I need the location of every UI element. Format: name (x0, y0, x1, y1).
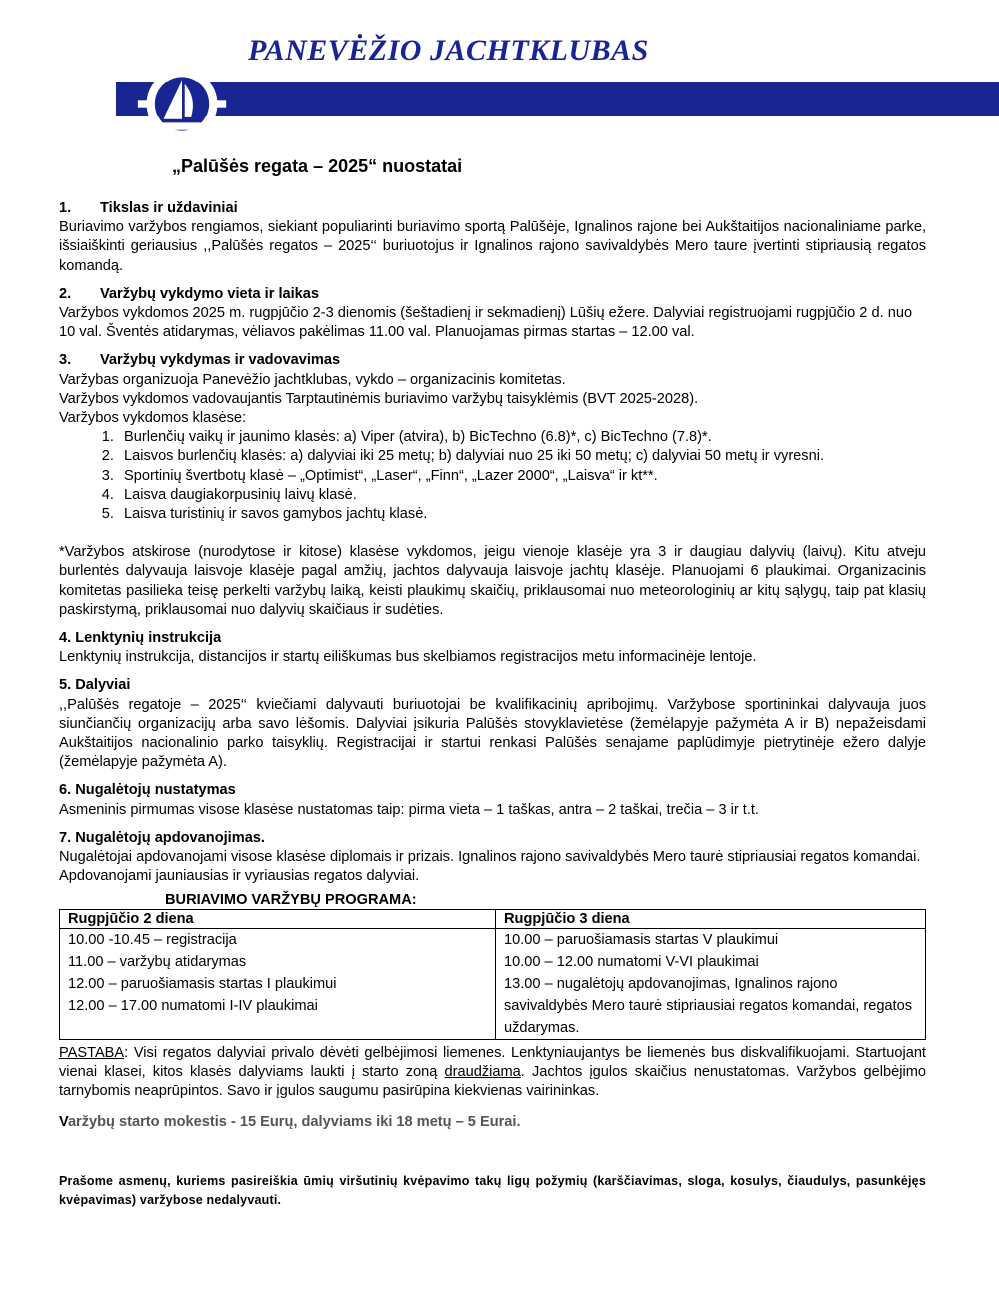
section-text: Varžybos vykdomos vadovaujantis Tarptautinėmis buriavimo varžybų taisyklėmis (BVT 2025-2028). (59, 390, 699, 407)
schedule-item: 13.00 – nugalėtojų apdovanojimas, Ignalinos rajono savivaldybės Mero taurė stipriausiai regatos komandai, regatos uždarymas. (504, 975, 913, 1036)
health-note: Prašome asmenų, kuriems pasireiškia ūmių viršutinių kvėpavimo takų ligų požymių (karščiavimas, sloga, kosulys, čiaudulys, pasunkėjęs kvėpavimas) varžybose nedalyvauti. (59, 1174, 926, 1208)
list-item: 4. Laisva daugiakorpusinių laivų klasė. (118, 486, 926, 505)
section-text: Nugalėtojai apdovanojami visose klasėse diplomais ir prizais. Ignalinos rajono savivaldybės Mero taurė stipriausiai regatos komandai. Apdovanojami jauniausias ir vyriausias regatos dalyviai. (59, 849, 921, 885)
document-title: „Palūšės regata – 2025“ nuostatai (172, 156, 463, 176)
section-3 (59, 351, 926, 620)
entry-fee: Varžybų starto mokestis - 15 Eurų, dalyviams iki 18 metų – 5 Eurai. (59, 1114, 521, 1131)
section-6 (59, 781, 926, 819)
section-text: Buriavimo varžybos rengiamos, siekiant populiarinti buriavimo sportą Palūšėje, Ignalinos rajone bei Aukštaitijos nacionaliniame parke, išsiaiškinti geriausius ,,Palūšės regatos – 2025‘‘ buriuotojus ir Ignalinos rajono savivaldybės Mero taure įvertinti stipriausią regatos komandą. (59, 219, 926, 274)
section-7 (59, 829, 926, 887)
remark: PASTABA: Visi regatos dalyviai privalo dėvėti gelbėjimosi liemenes. Lenktyniaujantys be liemenės bus diskvalifikuojami. Startuojant vienai klasei, kitos klasės dalyviams laukti į starto zoną draudžiama. Jachtos įgulos skaičius nenustatomas. Varžybos gelbėjimo tarnybomis neaprūpintos. Savo ir įgulos saugumu pasirūpina kiekvienas vairininkas. (59, 1044, 927, 1099)
day-1-schedule (60, 928, 496, 1039)
section-4 (59, 629, 926, 667)
schedule-item: 12.00 – paruošiamasis startas I plaukimui (68, 975, 337, 992)
forbidden-word: draudžiama (444, 1063, 521, 1080)
section-text: Varžybos vykdomos 2025 m. rugpjūčio 2-3 dienomis (šeštadienį ir sekmadienį) Lūšių ežere. Dalyviai registruojami rugpjūčio 2 d. nuo 10 val. Šventės atidarymas, vėliavos pakėlimas 11.00 val. Planuojamas pirmas startas – 12.00 val. (59, 305, 913, 341)
remark-label: PASTABA (59, 1044, 125, 1061)
section-heading: 7. Nugalėtojų apdovanojimas. (59, 829, 265, 846)
section-1 (59, 199, 926, 276)
section-text: Asmeninis pirmumas visose klasėse nustatomas taip: pirma vieta – 1 taškas, antra – 2 taškai, trečia – 3 ir t.t. (59, 801, 759, 818)
section-text: Varžybas organizuoja Panevėžio jachtklubas, vykdo – organizacinis komitetas. (59, 371, 566, 388)
section-heading: 4. Lenktynių instrukcija (59, 630, 222, 647)
schedule-item: 10.00 – 12.00 numatomi V-VI plaukimai (504, 953, 759, 970)
table-row (60, 928, 926, 1039)
section-heading: 1. Tikslas ir uždaviniai (59, 200, 238, 216)
list-item: 1. Burlenčių vaikų ir jaunimo klasės: a) Viper (atvira), b) BicTechno (6.8)*, c) BicTechno (7.8)*. (118, 428, 926, 447)
day-1-header: Rugpjūčio 2 diena (60, 909, 496, 928)
list-item: 3. Sportinių švertbotų klasė – „Optimist“, „Laser“, „Finn“, „Lazer 2000“, „Laisva“ ir kt**. (118, 467, 926, 486)
header-band (116, 82, 999, 116)
program-table (59, 909, 926, 1040)
section-text: Varžybos vykdomos klasėse: (59, 410, 247, 427)
class-footnote: *Varžybos atskirose (nurodytose ir kitose) klasėse vykdomos, jeigu vienoje klasėje yra 3 ir daugiau dalyvių (laivų). Kitu atveju burlentės dalyvauja laisvoje klasėje pagal amžių, jachtos dalyvauja laisvoje jachtų klasėje. Planuojami 6 plaukimai. Organizacinis komitetas pasilieka teisę perkelti varžybų laiką, keisti plaukimų skaičių, priklausomai nuo meteorologinių ar kitų sąlygų, taip pat klasių paskirstymą, priklausomai nuo dalyvių skaičiaus ir sudėties. (59, 544, 926, 618)
section-heading: 3. Varžybų vykdymas ir vadovavimas (59, 352, 341, 369)
list-item: 5. Laisva turistinių ir savos gamybos jachtų klasė. (118, 505, 926, 524)
schedule-item: 10.00 – paruošiamasis startas V plaukimui (504, 931, 779, 948)
section-heading: 2. Varžybų vykdymo vieta ir laikas (59, 285, 320, 302)
program-title: BURIAVIMO VARŽYBŲ PROGRAMA: (165, 891, 417, 908)
section-heading: 5. Dalyviai (59, 677, 131, 694)
day-2-header: Rugpjūčio 3 diena (496, 909, 926, 928)
section-heading: 6. Nugalėtojų nustatymas (59, 782, 236, 799)
document-body (59, 199, 926, 1210)
section-text: Lenktynių instrukcija, distancijos ir startų eiliškumas bus skelbiamos registracijos metu informacinėje lentoje. (59, 649, 757, 666)
class-list (59, 428, 926, 524)
club-name: PANEVĖŽIO JACHTKLUBAS (248, 34, 649, 67)
list-item: 2. Laisvos burlenčių klasės: a) dalyviai iki 25 metų; b) dalyviai nuo 25 iki 50 metų; c) dalyviai 50 metų ir vyresni. (118, 447, 926, 466)
day-2-schedule (496, 928, 926, 1039)
section-text: ,,Palūšės regatoje – 2025‘‘ kviečiami dalyvauti buriuotojai be kvalifikacinių apribojimų. Varžybose sportininkai dalyvauja juos siunčiančių organizacijų arba savo lėšomis. Dalyviai įsikuria Palūšės stovyklavietėse (žemėlapyje pažymėta A ir B) nepažeisdami Aukštaitijos nacionalinio parko taisyklių. Registracijai ir startui renkasi Palūšės senajame paplūdimyje pietrytinėje ežero dalyje (žemėlapyje pažymėta A). (59, 696, 926, 771)
schedule-item: 12.00 – 17.00 numatomi I-IV plaukimai (68, 997, 318, 1014)
schedule-item: 11.00 – varžybų atidarymas (68, 953, 247, 970)
section-5 (59, 676, 926, 772)
table-header-row (60, 909, 926, 928)
ship-wheel-sail-icon (136, 58, 228, 150)
section-2 (59, 285, 926, 343)
schedule-item: 10.00 -10.45 – registracija (68, 931, 237, 948)
